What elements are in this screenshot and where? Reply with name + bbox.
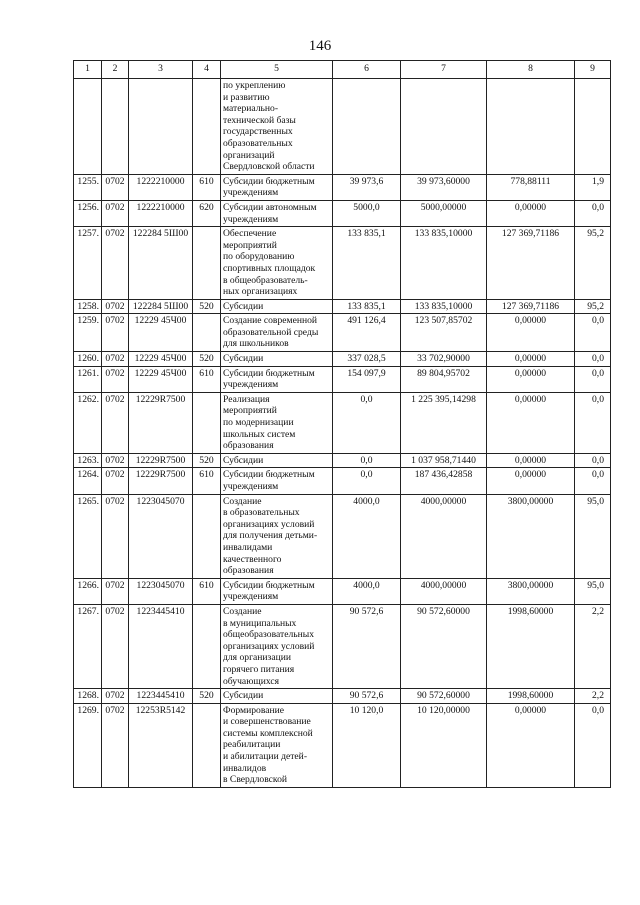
table-row	[74, 453, 611, 468]
table-body	[74, 79, 611, 788]
column-header: 1	[74, 61, 102, 79]
budget-table	[73, 60, 611, 788]
table-row	[74, 200, 611, 226]
execution-percent-cell	[575, 79, 611, 175]
row-number-cell: 1257.	[74, 227, 102, 300]
planned-amount-cell: 491 126,4	[333, 314, 401, 352]
planned-amount-cell: 90 572,6	[333, 604, 401, 688]
approved-amount-cell	[401, 79, 487, 175]
execution-percent-cell: 0,0	[575, 366, 611, 392]
execution-percent-cell: 95,2	[575, 299, 611, 314]
target-code-cell: 1222210000	[129, 174, 193, 200]
table-row	[74, 314, 611, 352]
execution-percent-cell: 0,0	[575, 392, 611, 453]
target-code-cell: 12229 45Ч00	[129, 314, 193, 352]
section-code-cell: 0702	[102, 392, 129, 453]
executed-amount-cell: 0,00000	[487, 200, 575, 226]
table-row	[74, 227, 611, 300]
target-code-cell: 1223445410	[129, 604, 193, 688]
expense-type-cell	[193, 494, 221, 578]
column-header: 3	[129, 61, 193, 79]
expense-type-cell: 610	[193, 366, 221, 392]
approved-amount-cell: 1 037 958,71440	[401, 453, 487, 468]
approved-amount-cell: 133 835,10000	[401, 299, 487, 314]
planned-amount-cell	[333, 79, 401, 175]
description-cell: Субсидии бюджетным учреждениям	[221, 174, 333, 200]
planned-amount-cell: 133 835,1	[333, 299, 401, 314]
section-code-cell: 0702	[102, 703, 129, 787]
planned-amount-cell: 39 973,6	[333, 174, 401, 200]
row-number-cell: 1255.	[74, 174, 102, 200]
row-number-cell: 1260.	[74, 352, 102, 367]
description-cell: Субсидии	[221, 689, 333, 704]
planned-amount-cell: 5000,0	[333, 200, 401, 226]
description-cell: Формирование и совершенствование системы комплексной реабилитации и абилитации детей- инвалидов в Свердловской	[221, 703, 333, 787]
target-code-cell: 122284 5Ш00	[129, 227, 193, 300]
section-code-cell: 0702	[102, 494, 129, 578]
expense-type-cell: 520	[193, 352, 221, 367]
execution-percent-cell: 2,2	[575, 604, 611, 688]
description-cell: Создание в образовательных организациях условий для получения детьми- инвалидами качественного образования	[221, 494, 333, 578]
approved-amount-cell: 4000,00000	[401, 494, 487, 578]
target-code-cell: 122284 5Ш00	[129, 299, 193, 314]
execution-percent-cell: 0,0	[575, 200, 611, 226]
column-header: 8	[487, 61, 575, 79]
row-number-cell: 1264.	[74, 468, 102, 494]
planned-amount-cell: 0,0	[333, 453, 401, 468]
target-code-cell: 12229 45Ч00	[129, 366, 193, 392]
description-cell: Субсидии	[221, 352, 333, 367]
planned-amount-cell: 133 835,1	[333, 227, 401, 300]
execution-percent-cell: 0,0	[575, 314, 611, 352]
executed-amount-cell: 0,00000	[487, 453, 575, 468]
row-number-cell: 1266.	[74, 578, 102, 604]
executed-amount-cell: 0,00000	[487, 468, 575, 494]
expense-type-cell: 520	[193, 689, 221, 704]
row-number-cell: 1268.	[74, 689, 102, 704]
expense-type-cell: 610	[193, 578, 221, 604]
description-cell: Реализация мероприятий по модернизации школьных систем образования	[221, 392, 333, 453]
planned-amount-cell: 4000,0	[333, 578, 401, 604]
expense-type-cell	[193, 227, 221, 300]
section-code-cell: 0702	[102, 200, 129, 226]
target-code-cell: 12229 45Ч00	[129, 352, 193, 367]
section-code-cell: 0702	[102, 468, 129, 494]
expense-type-cell	[193, 392, 221, 453]
page-number: 146	[308, 38, 332, 54]
column-header: 5	[221, 61, 333, 79]
approved-amount-cell: 10 120,00000	[401, 703, 487, 787]
section-code-cell: 0702	[102, 314, 129, 352]
row-number-cell: 1258.	[74, 299, 102, 314]
table-row	[74, 494, 611, 578]
row-number-cell: 1261.	[74, 366, 102, 392]
target-code-cell: 1222210000	[129, 200, 193, 226]
section-code-cell	[102, 79, 129, 175]
target-code-cell: 1223045070	[129, 578, 193, 604]
planned-amount-cell: 0,0	[333, 468, 401, 494]
execution-percent-cell: 0,0	[575, 468, 611, 494]
target-code-cell: 12253R5142	[129, 703, 193, 787]
target-code-cell	[129, 79, 193, 175]
table-row	[74, 392, 611, 453]
executed-amount-cell: 0,00000	[487, 703, 575, 787]
section-code-cell: 0702	[102, 689, 129, 704]
execution-percent-cell: 2,2	[575, 689, 611, 704]
row-number-cell: 1269.	[74, 703, 102, 787]
execution-percent-cell: 0,0	[575, 352, 611, 367]
row-number-cell: 1263.	[74, 453, 102, 468]
section-code-cell: 0702	[102, 174, 129, 200]
table-row	[74, 468, 611, 494]
expense-type-cell: 520	[193, 299, 221, 314]
column-header: 9	[575, 61, 611, 79]
executed-amount-cell: 3800,00000	[487, 494, 575, 578]
table-row	[74, 689, 611, 704]
target-code-cell: 12229R7500	[129, 453, 193, 468]
target-code-cell: 1223045070	[129, 494, 193, 578]
approved-amount-cell: 90 572,60000	[401, 689, 487, 704]
description-cell: Создание в муниципальных общеобразовательных организациях условий для организации горячего питания обучающихся	[221, 604, 333, 688]
executed-amount-cell: 127 369,71186	[487, 299, 575, 314]
execution-percent-cell: 95,0	[575, 578, 611, 604]
executed-amount-cell: 778,88111	[487, 174, 575, 200]
execution-percent-cell: 95,2	[575, 227, 611, 300]
executed-amount-cell: 1998,60000	[487, 604, 575, 688]
planned-amount-cell: 90 572,6	[333, 689, 401, 704]
description-cell: Субсидии	[221, 299, 333, 314]
description-cell: Субсидии бюджетным учреждениям	[221, 578, 333, 604]
execution-percent-cell: 1,9	[575, 174, 611, 200]
column-header: 6	[333, 61, 401, 79]
section-code-cell: 0702	[102, 453, 129, 468]
approved-amount-cell: 39 973,60000	[401, 174, 487, 200]
table-row	[74, 578, 611, 604]
description-cell: по укреплению и развитию материально- технической базы государственных образовательных организаций Свердловской области	[221, 79, 333, 175]
description-cell: Субсидии бюджетным учреждениям	[221, 468, 333, 494]
row-number-cell: 1259.	[74, 314, 102, 352]
row-number-cell	[74, 79, 102, 175]
approved-amount-cell: 5000,00000	[401, 200, 487, 226]
planned-amount-cell: 154 097,9	[333, 366, 401, 392]
approved-amount-cell: 187 436,42858	[401, 468, 487, 494]
row-number-cell: 1267.	[74, 604, 102, 688]
description-cell: Субсидии	[221, 453, 333, 468]
executed-amount-cell: 0,00000	[487, 352, 575, 367]
description-cell: Создание современной образовательной среды для школьников	[221, 314, 333, 352]
planned-amount-cell: 10 120,0	[333, 703, 401, 787]
table-row	[74, 366, 611, 392]
description-cell: Субсидии автономным учреждениям	[221, 200, 333, 226]
section-code-cell: 0702	[102, 366, 129, 392]
section-code-cell: 0702	[102, 352, 129, 367]
expense-type-cell: 610	[193, 468, 221, 494]
executed-amount-cell: 3800,00000	[487, 578, 575, 604]
description-cell: Обеспечение мероприятий по оборудованию спортивных площадок в общеобразователь- ных организациях	[221, 227, 333, 300]
row-number-cell: 1265.	[74, 494, 102, 578]
table-row	[74, 604, 611, 688]
section-code-cell: 0702	[102, 227, 129, 300]
planned-amount-cell: 337 028,5	[333, 352, 401, 367]
executed-amount-cell: 0,00000	[487, 314, 575, 352]
column-header: 2	[102, 61, 129, 79]
section-code-cell: 0702	[102, 299, 129, 314]
description-cell: Субсидии бюджетным учреждениям	[221, 366, 333, 392]
target-code-cell: 12229R7500	[129, 392, 193, 453]
approved-amount-cell: 33 702,90000	[401, 352, 487, 367]
row-number-cell: 1256.	[74, 200, 102, 226]
approved-amount-cell: 4000,00000	[401, 578, 487, 604]
table-row	[74, 79, 611, 175]
expense-type-cell: 520	[193, 453, 221, 468]
executed-amount-cell	[487, 79, 575, 175]
expense-type-cell: 620	[193, 200, 221, 226]
row-number-cell: 1262.	[74, 392, 102, 453]
executed-amount-cell: 1998,60000	[487, 689, 575, 704]
target-code-cell: 12229R7500	[129, 468, 193, 494]
executed-amount-cell: 127 369,71186	[487, 227, 575, 300]
column-header: 4	[193, 61, 221, 79]
executed-amount-cell: 0,00000	[487, 392, 575, 453]
approved-amount-cell: 123 507,85702	[401, 314, 487, 352]
approved-amount-cell: 133 835,10000	[401, 227, 487, 300]
approved-amount-cell: 89 804,95702	[401, 366, 487, 392]
expense-type-cell	[193, 703, 221, 787]
execution-percent-cell: 95,0	[575, 494, 611, 578]
column-header: 7	[401, 61, 487, 79]
executed-amount-cell: 0,00000	[487, 366, 575, 392]
planned-amount-cell: 0,0	[333, 392, 401, 453]
table-row	[74, 703, 611, 787]
expense-type-cell	[193, 604, 221, 688]
expense-type-cell	[193, 79, 221, 175]
table-header-row	[74, 61, 611, 79]
execution-percent-cell: 0,0	[575, 453, 611, 468]
approved-amount-cell: 1 225 395,14298	[401, 392, 487, 453]
section-code-cell: 0702	[102, 578, 129, 604]
table-row	[74, 352, 611, 367]
table-row	[74, 174, 611, 200]
approved-amount-cell: 90 572,60000	[401, 604, 487, 688]
table-row	[74, 299, 611, 314]
target-code-cell: 1223445410	[129, 689, 193, 704]
section-code-cell: 0702	[102, 604, 129, 688]
expense-type-cell: 610	[193, 174, 221, 200]
expense-type-cell	[193, 314, 221, 352]
execution-percent-cell: 0,0	[575, 703, 611, 787]
planned-amount-cell: 4000,0	[333, 494, 401, 578]
